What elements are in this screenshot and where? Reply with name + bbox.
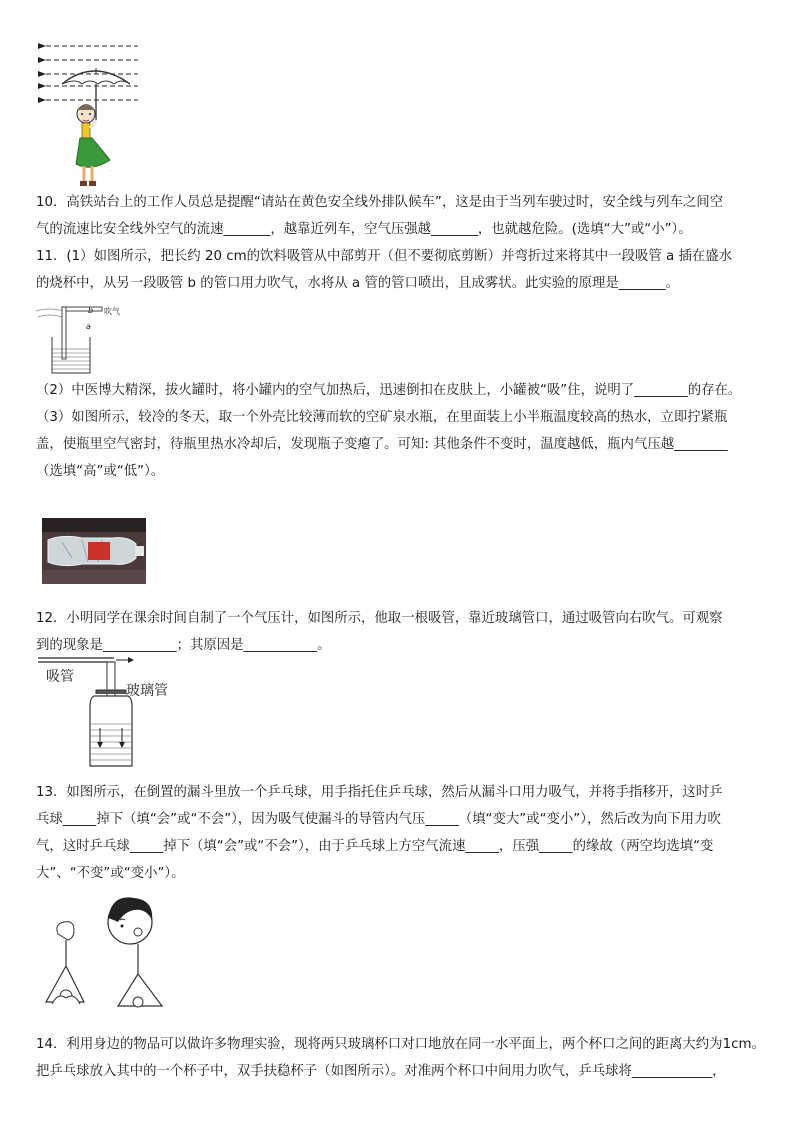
q10-line-2: 气的流速比安全线外空气的流速_______，越靠近列车，空气压强越_______，也就越危险。(选填“大”或“小”）。 — [36, 222, 692, 237]
q12-line-1: 12．小明同学在课余时间自制了一个气压计，如图所示，他取一根吸管，靠近玻璃管口，通过吸管向右吹气。可观察 — [36, 611, 723, 626]
q13-line-4: 大”、“不变”或“变小”）。 — [36, 866, 185, 881]
q11-line-6: （选填“高”或“低”）。 — [36, 464, 165, 479]
label-glass-tube: 玻璃管 — [126, 683, 168, 699]
q14-line-1: 14．利用身边的物品可以做许多物理实验，现将两只玻璃杯口对口地放在同一水平面上，两个杯口之间的距离大约为1cm。 — [36, 1037, 765, 1052]
umbrella-wind-figure — [34, 38, 144, 190]
label-b: b — [88, 306, 94, 315]
q11-line-2: 的烧杯中，从另一段吸管 b 的管口用力吹气，水将从 a 管的管口喷出，且成雾状。此实验的原理是_______。 — [36, 276, 680, 291]
q10-line-1: 10．高铁站台上的工作人员总是提醒“请站在黄色安全线外排队候车”，这是由于当列车驶过时，安全线与列车之间空 — [36, 195, 724, 210]
barometer-figure — [34, 654, 194, 774]
q13-line-3: 气，这时乒乓球_____掉下（填“会”或“不会”），由于乒乓球上方空气流速_____，压强_____的缘故（两空均选填“变 — [36, 839, 714, 854]
q11-line-3: （2）中医博大精深，拔火罐时，将小罐内的空气加热后，迅速倒扣在皮肤上，小罐被“吸”住，说明了________的存在。 — [36, 383, 742, 398]
q11-line-4: （3）如图所示，较冷的冬天，取一个外壳比较薄而软的空矿泉水瓶，在里面装上小半瓶温度较高的热水，立即拧紧瓶 — [36, 410, 728, 425]
funnel-figure — [38, 892, 188, 1014]
q11-line-1: 11．(1）如图所示，把长约 20 cm的饮料吸管从中部剪开（但不要彻底剪断）并弯折过来将其中一段吸管 a 插在盛水 — [36, 249, 733, 264]
label-straw: 吸管 — [46, 669, 74, 685]
q12-line-2: 到的现象是___________；其原因是___________。 — [36, 638, 331, 653]
q13-line-2: 乓球_____掉下（填“会”或“不会”），因为吸气使漏斗的导管内气压_____（填“变大”或“变小”），然后改为向下用力吹 — [36, 812, 721, 827]
label-blow: 吹气 — [104, 307, 120, 316]
q13-line-1: 13．如图所示，在倒置的漏斗里放一个乒乓球，用手指托住乒乓球，然后从漏斗口用力吸气，并将手指移开，这时乒 — [36, 785, 723, 800]
bottle-photo — [42, 518, 146, 584]
q11-line-5: 盖，使瓶里空气密封，待瓶里热水冷却后，发现瓶子变瘪了。可知: 其他条件不变时，温度越低，瓶内气压越________ — [36, 437, 728, 452]
q14-line-2: 把乒乓球放入其中的一个杯子中，双手扶稳杯子（如图所示）。对准两个杯口中间用力吹气，乒乓球将____________， — [36, 1064, 726, 1079]
label-a: a — [86, 322, 91, 331]
beaker-straw-figure — [34, 297, 134, 375]
